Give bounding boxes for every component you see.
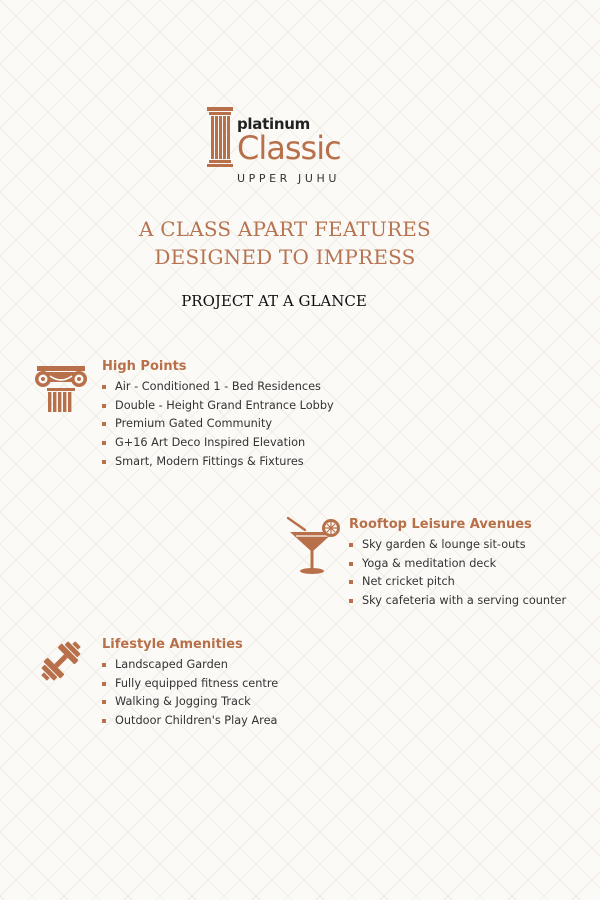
- list-item: Landscaped Garden: [102, 656, 278, 675]
- ionic-column-icon: [34, 362, 88, 414]
- section-title: PROJECT AT A GLANCE: [181, 292, 367, 310]
- feature-rooftop-leisure: [349, 517, 566, 611]
- list-item: Fully equipped fitness centre: [102, 675, 278, 694]
- feature-title: Rooftop Leisure Avenues: [349, 517, 532, 532]
- headline-line-1: A CLASS APART FEATURES: [139, 217, 431, 241]
- list-item: Air - Conditioned 1 - Bed Residences: [102, 378, 334, 397]
- list-item: Net cricket pitch: [349, 573, 566, 592]
- pillar-logo-icon: [207, 107, 233, 167]
- brand-name-large: Classic: [237, 129, 341, 167]
- feature-high-points: [102, 359, 334, 472]
- page-headline: [0, 215, 570, 271]
- headline-line-2: DESIGNED TO IMPRESS: [154, 245, 416, 269]
- feature-title: High Points: [102, 359, 187, 374]
- feature-lifestyle-amenities: [102, 637, 278, 731]
- list-item: Sky garden & lounge sit-outs: [349, 536, 566, 555]
- list-item: Smart, Modern Fittings & Fixtures: [102, 453, 334, 472]
- cocktail-glass-icon: [284, 514, 342, 576]
- brand-location: UPPER JUHU: [237, 172, 341, 185]
- list-item: Yoga & meditation deck: [349, 555, 566, 574]
- list-item: Double - Height Grand Entrance Lobby: [102, 397, 334, 416]
- feature-list: [102, 378, 334, 472]
- feature-list: [349, 536, 566, 611]
- list-item: Outdoor Children's Play Area: [102, 712, 278, 731]
- brand-name-small: platinum: [237, 115, 310, 133]
- feature-title: Lifestyle Amenities: [102, 637, 243, 652]
- feature-list: [102, 656, 278, 731]
- list-item: Premium Gated Community: [102, 415, 334, 434]
- list-item: G+16 Art Deco Inspired Elevation: [102, 434, 334, 453]
- list-item: Sky cafeteria with a serving counter: [349, 592, 566, 611]
- list-item: Walking & Jogging Track: [102, 693, 278, 712]
- brand-logo: [207, 105, 367, 185]
- dumbbell-icon: [34, 634, 88, 688]
